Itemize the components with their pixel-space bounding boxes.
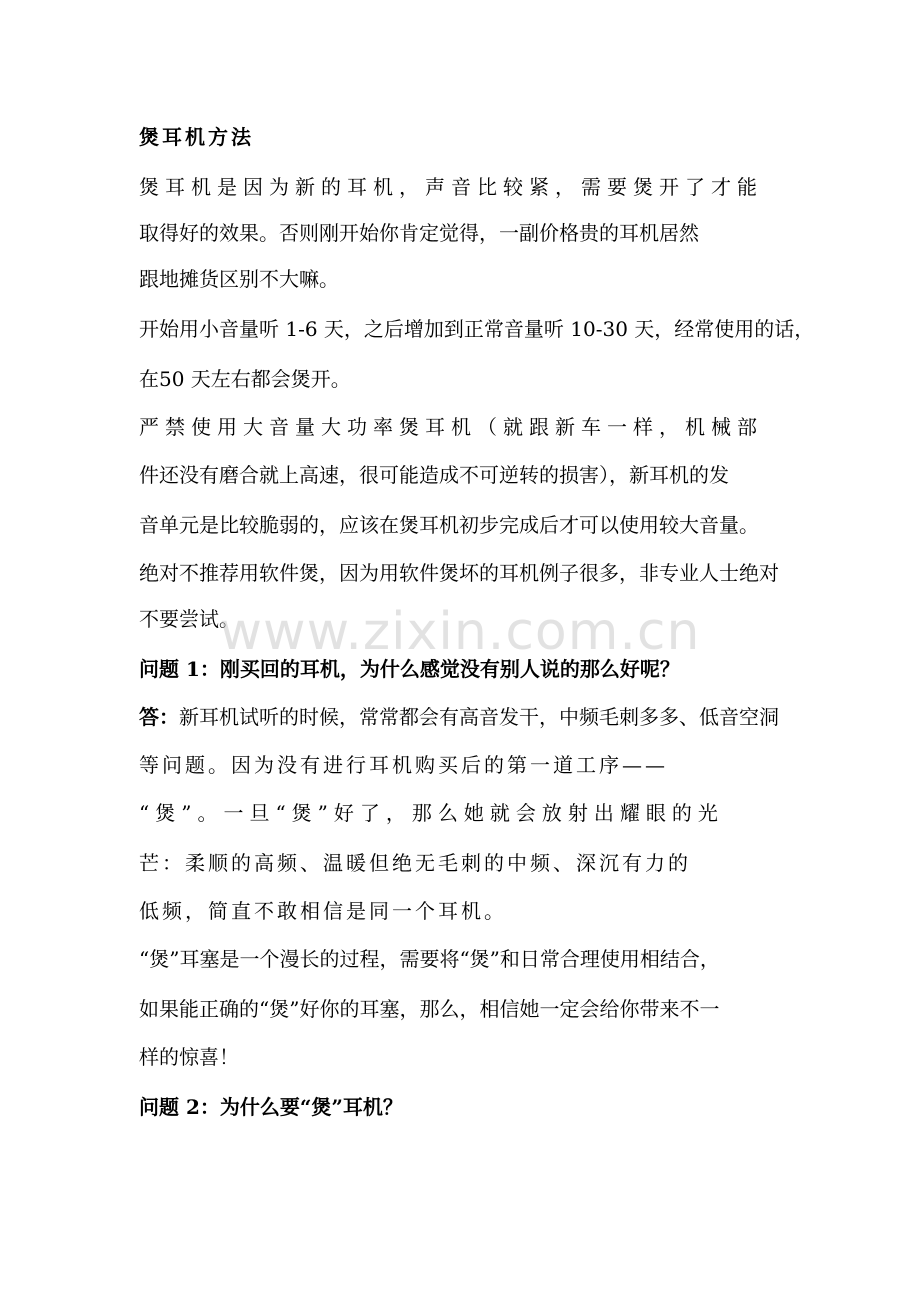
answer-line: “煲”。一旦“煲”好了，那么她就会放射出耀眼的光 bbox=[139, 801, 724, 825]
paragraph-line: 开始用小音量听 1-6 天，之后增加到正常音量听 10-30 天，经常使用的话， bbox=[139, 317, 815, 341]
watermark: www.zixin.com.cn bbox=[219, 602, 701, 662]
question-1-heading: 问题 1：刚买回的耳机，为什么感觉没有别人说的那么好呢？ bbox=[139, 657, 680, 681]
paragraph-line: 煲耳机是因为新的耳机，声音比较紧，需要煲开了才能 bbox=[139, 175, 763, 199]
paragraph-line: 严禁使用大音量大功率煲耳机（就跟新车一样，机械部 bbox=[139, 415, 763, 439]
answer-text: 新耳机试听的时候，常常都会有高音发干，中频毛刺多多、低音空洞 bbox=[179, 705, 779, 729]
question-2-heading: 问题 2：为什么要“煲”耳机？ bbox=[139, 1095, 403, 1119]
paragraph-line: 在50 天左右都会煲开。 bbox=[139, 367, 351, 391]
answer-line: 如果能正确的“煲”好你的耳塞，那么，相信她一定会给你带来不一 bbox=[139, 997, 720, 1021]
paragraph-line: 跟地摊货区别不大嘛。 bbox=[139, 267, 339, 291]
paragraph-line: 取得好的效果。否则刚开始你肯定觉得，一副价格贵的耳机居然 bbox=[139, 221, 699, 245]
answer-line: 样的惊喜！ bbox=[139, 1045, 239, 1069]
answer-line: 等问题。因为没有进行耳机购买后的第一道工序—— bbox=[139, 753, 668, 777]
paragraph-line: 绝对不推荐用软件煲，因为用软件煲坏的耳机例子很多，非专业人士绝对 bbox=[139, 561, 779, 585]
paragraph-line: 音单元是比较脆弱的，应该在煲耳机初步完成后才可以使用较大音量。 bbox=[139, 513, 759, 537]
answer-line: 低频，简直不敢相信是同一个耳机。 bbox=[139, 899, 507, 923]
answer-1-first-line bbox=[139, 704, 819, 730]
answer-line: 芒：柔顺的高频、温暖但绝无毛刺的中频、深沉有力的 bbox=[139, 851, 691, 875]
document-title: 煲耳机方法 bbox=[139, 125, 254, 149]
answer-label: 答： bbox=[139, 705, 179, 729]
answer-line: “煲”耳塞是一个漫长的过程，需要将“煲”和日常合理使用相结合， bbox=[139, 947, 720, 971]
paragraph-line: 件还没有磨合就上高速，很可能造成不可逆转的损害），新耳机的发 bbox=[139, 463, 729, 487]
paragraph-line: 不要尝试。 bbox=[139, 607, 239, 631]
